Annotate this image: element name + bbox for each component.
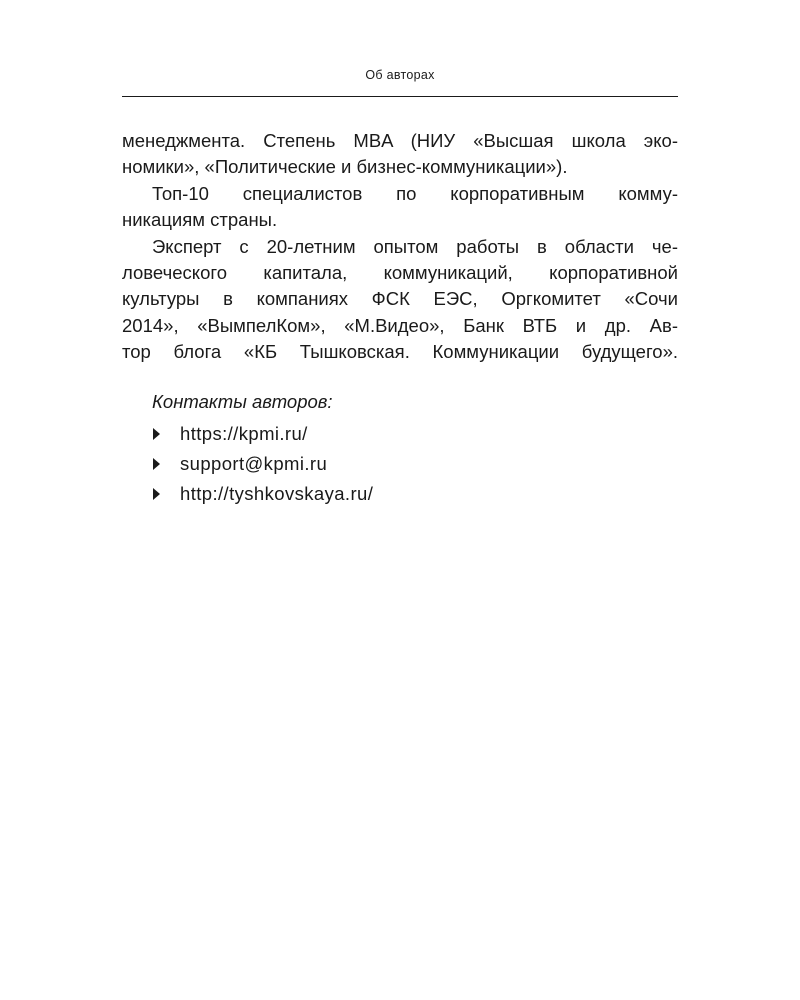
- text-line: Эксперт с 20-летним опытом работы в области че-: [152, 235, 678, 257]
- list-item: [152, 449, 672, 479]
- contacts-title: Контакты авторов:: [152, 391, 333, 412]
- list-item: [152, 419, 672, 449]
- text-line: менеджмента. Степень MBA (НИУ «Высшая школа эко-: [122, 130, 678, 151]
- triangle-bullet-icon: [153, 428, 160, 440]
- contacts-section: [152, 388, 672, 509]
- text-line: тор блога «КБ Тышковская. Коммуникации будущего».: [122, 341, 678, 363]
- text-line: культуры в компаниях ФСК ЕЭС, Оргкомитет «Сочи: [122, 288, 678, 310]
- contacts-list: [152, 419, 672, 509]
- website-link[interactable]: http://tyshkovskaya.ru/: [180, 483, 374, 504]
- running-head: Об авторах: [365, 68, 435, 82]
- text-line: никациям страны.: [122, 209, 278, 231]
- body-text: [122, 128, 678, 366]
- text-line: номики», «Политические и бизнес-коммуникации»).: [122, 156, 568, 178]
- website-link[interactable]: https://kpmi.ru/: [180, 423, 308, 444]
- list-item: [152, 479, 672, 509]
- triangle-bullet-icon: [153, 488, 160, 500]
- text-line: 2014», «ВымпелКом», «М.Видео», Банк ВТБ и др. Ав-: [122, 314, 678, 336]
- text-line: Топ-10 специалистов по корпоративным комму-: [152, 182, 678, 204]
- header-divider: [122, 96, 678, 97]
- email-link[interactable]: support@kpmi.ru: [180, 453, 328, 474]
- text-line: ловеческого капитала, коммуникаций, корпоративной: [122, 261, 678, 283]
- triangle-bullet-icon: [153, 458, 160, 470]
